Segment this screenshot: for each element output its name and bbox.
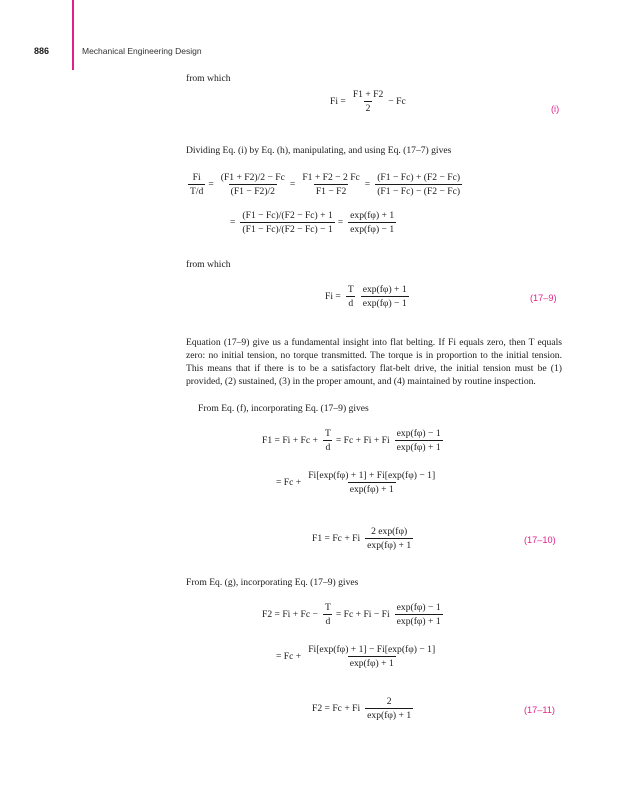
ratio-frac-1 <box>219 172 287 197</box>
eq-17-11-num: 2 <box>386 696 392 707</box>
ratio-frac-2 <box>300 172 361 197</box>
ratio-f5-num: exp(fφ) + 1 <box>350 210 395 221</box>
ratio-f3-num: (F1 − Fc) + (F2 − Fc) <box>377 172 461 183</box>
f2-deriv-frac-a <box>323 602 333 627</box>
equation-i <box>330 89 409 114</box>
f2-deriv-b-num: exp(fφ) − 1 <box>396 602 441 613</box>
text-from-eq-g: From Eq. (g), incorporating Eq. (17–9) gives <box>186 577 359 588</box>
f1-deriv-frac-b <box>395 428 443 453</box>
f2-deriv-lhs2: = Fc + <box>276 651 302 662</box>
eq-label-17-10: (17–10) <box>524 535 556 545</box>
eq-label-17-11: (17–11) <box>524 705 555 715</box>
f2-deriv-c-num: Fi[exp(fφ) + 1] − Fi[exp(fφ) − 1] <box>308 644 436 655</box>
eq-label-17-9: (17–9) <box>530 293 557 303</box>
ratio-f1-num: (F1 + F2)/2 − Fc <box>220 172 285 183</box>
ratio-f1-den: (F1 − F2)/2 <box>230 186 275 197</box>
eq-17-11-den: exp(fφ) + 1 <box>367 710 412 721</box>
f1-deriv-a-num: T <box>324 428 331 439</box>
text-dividing: Dividing Eq. (i) by Eq. (h), manipulating, and using Eq. (17–7) gives <box>186 145 452 156</box>
f2-deriv-frac-b <box>395 602 443 627</box>
text-from-which-2: from which <box>186 259 231 270</box>
f1-deriv-lhs: F1 = Fi + Fc + <box>262 435 318 446</box>
eq-i-lhs: Fi = <box>330 96 346 107</box>
f1-deriv-b-den: exp(fφ) + 1 <box>396 442 441 453</box>
eq-i-num: F1 + F2 <box>352 89 384 100</box>
eq-17-9-frac-a <box>346 284 356 309</box>
running-head: Mechanical Engineering Design <box>82 46 202 56</box>
f1-deriv-mid: = Fc + Fi + Fi <box>335 435 390 446</box>
eq-17-10-num: 2 exp(fφ) <box>371 526 408 537</box>
f1-derivation-line-2 <box>276 470 440 495</box>
f1-deriv-b-num: exp(fφ) − 1 <box>396 428 441 439</box>
ratio-f4-den: (F1 − Fc)/(F2 − Fc) − 1 <box>242 224 333 235</box>
eq-17-11-frac <box>365 696 413 721</box>
ratio-f2-num: F1 + F2 − 2 Fc <box>302 172 360 183</box>
equation-17-10 <box>312 526 416 551</box>
eq-17-9-b-num: exp(fφ) + 1 <box>362 284 407 295</box>
eq-17-9-b-den: exp(fφ) − 1 <box>362 298 407 309</box>
equation-17-11 <box>312 696 416 721</box>
eq-i-den: 2 <box>365 103 371 114</box>
ratio-equation-line-1: $\frac{Fi}{T/d}$ = $\frac{(F1 + F2)/2 - Fc}{(F1 - F2)/2}$ = $\frac{F1 + F2 - 2 Fc}{F1 - F2}$ = $\frac{(F1 - Fc) + (F2 - Fc)}{(F1 - Fc) - (F2 - Fc)}$ <box>190 172 461 197</box>
f1-deriv-c-den: exp(fφ) + 1 <box>349 484 394 495</box>
ratio-f3-den: (F1 − Fc) − (F2 − Fc) <box>377 186 461 197</box>
eq-17-10-den: exp(fφ) + 1 <box>367 540 412 551</box>
eq-17-9-a-den: d <box>348 298 354 309</box>
eq-17-11-lhs: F2 = Fc + Fi <box>312 703 361 714</box>
f2-deriv-frac-c <box>306 644 437 669</box>
eq-17-10-lhs: F1 = Fc + Fi <box>312 533 361 544</box>
ratio-f4-num: (F1 − Fc)/(F2 − Fc) + 1 <box>242 210 333 221</box>
ratio-lhs-num: Fi <box>192 172 201 183</box>
paragraph-flat-belting: Equation (17–9) give us a fundamental insight into flat belting. If Fi equals zero, then T equals zero: no initial tension, no torque transmitted. The torque is in proportion to the initial tension. This means that if there is to be a satisfactory flat-belt drive, the initial tension must be (1) provided, (2) sustained, (3) in the proper amount, and (4) maintained by routine inspection. <box>186 337 562 388</box>
equation-17-9 <box>325 284 412 309</box>
ratio-lhs-den: T/d <box>190 186 204 197</box>
f1-deriv-lhs2: = Fc + <box>276 477 302 488</box>
ratio-lhs <box>188 172 205 197</box>
ratio-equation-line-2: = $\frac{(F1 - Fc)/(F2 - Fc) + 1}{(F1 - Fc)/(F2 - Fc) - 1}$ = $\frac{\exp(f\varphi) + 1}{\exp(f\varphi) - 1}$ <box>230 210 395 235</box>
f2-deriv-c-den: exp(fφ) + 1 <box>349 658 394 669</box>
eq-17-9-a-num: T <box>347 284 354 295</box>
ratio-f5-den: exp(fφ) − 1 <box>350 224 395 235</box>
f2-deriv-mid: = Fc + Fi − Fi <box>335 609 390 620</box>
text-from-which-1: from which <box>186 73 231 84</box>
f2-deriv-lhs: F2 = Fi + Fc − <box>262 609 318 620</box>
ratio-frac-3 <box>375 172 462 197</box>
f1-deriv-c-num: Fi[exp(fφ) + 1] + Fi[exp(fφ) − 1] <box>308 470 436 481</box>
f1-deriv-a-den: d <box>325 442 331 453</box>
ratio-frac-5 <box>348 210 396 235</box>
eq-label-i: (i) <box>551 104 560 114</box>
f1-derivation-line-1 <box>262 428 446 453</box>
f2-deriv-a-den: d <box>325 616 331 627</box>
eq-17-10-frac <box>365 526 413 551</box>
f2-derivation-line-1 <box>262 602 446 627</box>
f2-deriv-a-num: T <box>324 602 331 613</box>
f2-derivation-line-2 <box>276 644 440 669</box>
eq-17-9-frac-b <box>361 284 409 309</box>
eq-17-9-lhs: Fi = <box>325 291 341 302</box>
f2-deriv-b-den: exp(fφ) + 1 <box>396 616 441 627</box>
ratio-f2-den: F1 − F2 <box>315 186 347 197</box>
f1-deriv-frac-a <box>323 428 333 453</box>
eq-i-fraction <box>351 89 385 114</box>
text-from-eq-f: From Eq. (f), incorporating Eq. (17–9) gives <box>198 403 369 414</box>
margin-rule <box>72 0 74 70</box>
f1-deriv-frac-c <box>306 470 437 495</box>
ratio-frac-4 <box>240 210 334 235</box>
eq-i-tail: − Fc <box>388 96 406 107</box>
page-number: 886 <box>34 46 50 56</box>
